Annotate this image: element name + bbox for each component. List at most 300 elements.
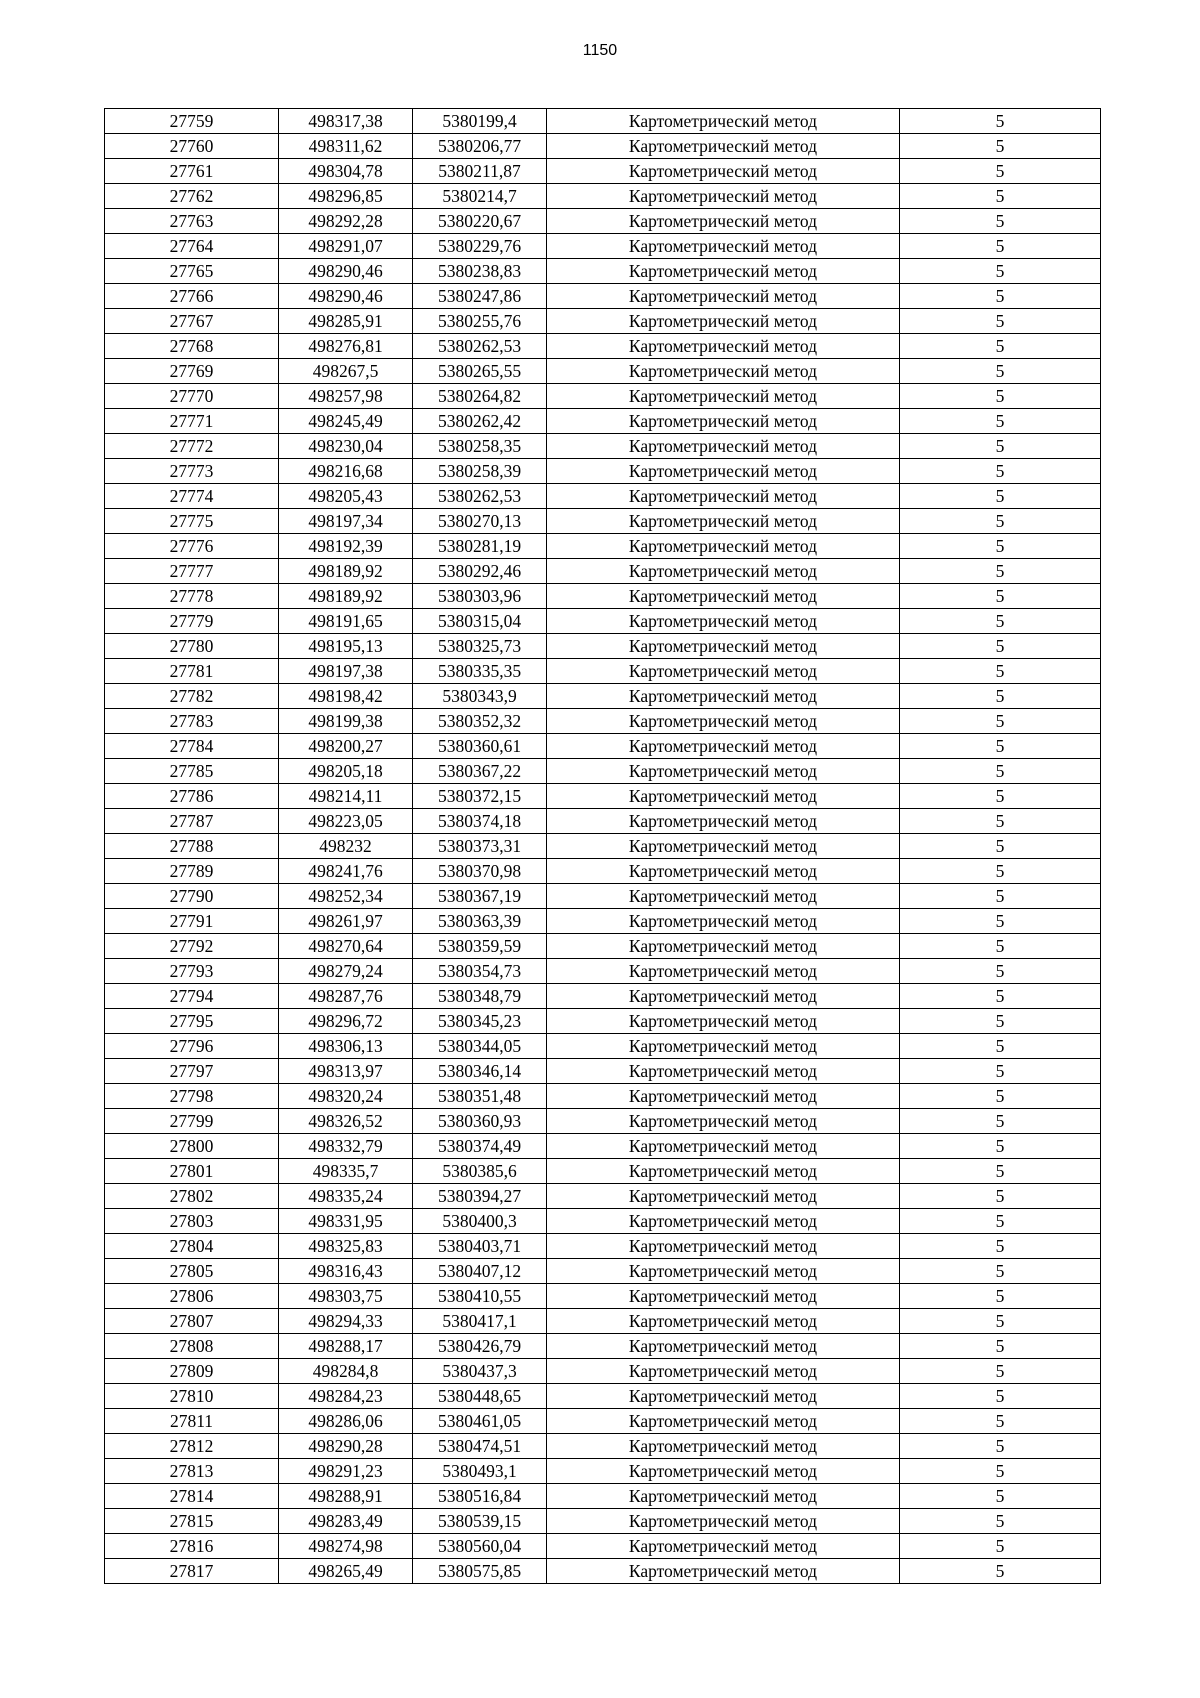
point-number-cell: 27771 xyxy=(105,409,279,434)
point-number-cell: 27788 xyxy=(105,834,279,859)
point-number-cell: 27765 xyxy=(105,259,279,284)
table-row xyxy=(105,384,1101,409)
x-coordinate-cell: 498316,43 xyxy=(279,1259,413,1284)
accuracy-cell: 5 xyxy=(900,534,1101,559)
point-number-cell: 27768 xyxy=(105,334,279,359)
accuracy-cell: 5 xyxy=(900,1334,1101,1359)
table-row xyxy=(105,1359,1101,1384)
accuracy-cell: 5 xyxy=(900,1434,1101,1459)
method-cell: Картометрический метод xyxy=(547,1284,900,1309)
table-row xyxy=(105,1334,1101,1359)
table-row xyxy=(105,1534,1101,1559)
x-coordinate-cell: 498296,72 xyxy=(279,1009,413,1034)
coordinates-table-body xyxy=(105,109,1101,1584)
x-coordinate-cell: 498283,49 xyxy=(279,1509,413,1534)
point-number-cell: 27784 xyxy=(105,734,279,759)
table-row xyxy=(105,109,1101,134)
method-cell: Картометрический метод xyxy=(547,734,900,759)
point-number-cell: 27783 xyxy=(105,709,279,734)
accuracy-cell: 5 xyxy=(900,459,1101,484)
point-number-cell: 27797 xyxy=(105,1059,279,1084)
y-coordinate-cell: 5380575,85 xyxy=(413,1559,547,1584)
point-number-cell: 27777 xyxy=(105,559,279,584)
method-cell: Картометрический метод xyxy=(547,809,900,834)
x-coordinate-cell: 498232 xyxy=(279,834,413,859)
method-cell: Картометрический метод xyxy=(547,1384,900,1409)
table-row xyxy=(105,834,1101,859)
method-cell: Картометрический метод xyxy=(547,759,900,784)
x-coordinate-cell: 498331,95 xyxy=(279,1209,413,1234)
point-number-cell: 27761 xyxy=(105,159,279,184)
y-coordinate-cell: 5380400,3 xyxy=(413,1209,547,1234)
method-cell: Картометрический метод xyxy=(547,1134,900,1159)
table-row xyxy=(105,334,1101,359)
x-coordinate-cell: 498252,34 xyxy=(279,884,413,909)
method-cell: Картометрический метод xyxy=(547,334,900,359)
x-coordinate-cell: 498199,38 xyxy=(279,709,413,734)
x-coordinate-cell: 498326,52 xyxy=(279,1109,413,1134)
x-coordinate-cell: 498291,07 xyxy=(279,234,413,259)
y-coordinate-cell: 5380325,73 xyxy=(413,634,547,659)
x-coordinate-cell: 498320,24 xyxy=(279,1084,413,1109)
x-coordinate-cell: 498189,92 xyxy=(279,584,413,609)
accuracy-cell: 5 xyxy=(900,434,1101,459)
accuracy-cell: 5 xyxy=(900,409,1101,434)
accuracy-cell: 5 xyxy=(900,859,1101,884)
y-coordinate-cell: 5380373,31 xyxy=(413,834,547,859)
method-cell: Картометрический метод xyxy=(547,1509,900,1534)
point-number-cell: 27807 xyxy=(105,1309,279,1334)
point-number-cell: 27775 xyxy=(105,509,279,534)
point-number-cell: 27766 xyxy=(105,284,279,309)
y-coordinate-cell: 5380461,05 xyxy=(413,1409,547,1434)
method-cell: Картометрический метод xyxy=(547,484,900,509)
accuracy-cell: 5 xyxy=(900,1534,1101,1559)
accuracy-cell: 5 xyxy=(900,1459,1101,1484)
point-number-cell: 27763 xyxy=(105,209,279,234)
table-row xyxy=(105,684,1101,709)
method-cell: Картометрический метод xyxy=(547,1334,900,1359)
method-cell: Картометрический метод xyxy=(547,384,900,409)
table-row xyxy=(105,709,1101,734)
x-coordinate-cell: 498287,76 xyxy=(279,984,413,1009)
method-cell: Картометрический метод xyxy=(547,634,900,659)
table-row xyxy=(105,309,1101,334)
accuracy-cell: 5 xyxy=(900,384,1101,409)
accuracy-cell: 5 xyxy=(900,959,1101,984)
point-number-cell: 27817 xyxy=(105,1559,279,1584)
y-coordinate-cell: 5380247,86 xyxy=(413,284,547,309)
point-number-cell: 27759 xyxy=(105,109,279,134)
table-row xyxy=(105,859,1101,884)
method-cell: Картометрический метод xyxy=(547,109,900,134)
table-row xyxy=(105,134,1101,159)
y-coordinate-cell: 5380229,76 xyxy=(413,234,547,259)
point-number-cell: 27760 xyxy=(105,134,279,159)
x-coordinate-cell: 498296,85 xyxy=(279,184,413,209)
accuracy-cell: 5 xyxy=(900,259,1101,284)
y-coordinate-cell: 5380264,82 xyxy=(413,384,547,409)
accuracy-cell: 5 xyxy=(900,359,1101,384)
x-coordinate-cell: 498332,79 xyxy=(279,1134,413,1159)
y-coordinate-cell: 5380206,77 xyxy=(413,134,547,159)
accuracy-cell: 5 xyxy=(900,934,1101,959)
y-coordinate-cell: 5380354,73 xyxy=(413,959,547,984)
x-coordinate-cell: 498200,27 xyxy=(279,734,413,759)
point-number-cell: 27773 xyxy=(105,459,279,484)
point-number-cell: 27816 xyxy=(105,1534,279,1559)
method-cell: Картометрический метод xyxy=(547,934,900,959)
method-cell: Картометрический метод xyxy=(547,884,900,909)
method-cell: Картометрический метод xyxy=(547,1084,900,1109)
y-coordinate-cell: 5380360,93 xyxy=(413,1109,547,1134)
table-row xyxy=(105,809,1101,834)
y-coordinate-cell: 5380493,1 xyxy=(413,1459,547,1484)
accuracy-cell: 5 xyxy=(900,909,1101,934)
table-row xyxy=(105,984,1101,1009)
method-cell: Картометрический метод xyxy=(547,1534,900,1559)
y-coordinate-cell: 5380426,79 xyxy=(413,1334,547,1359)
x-coordinate-cell: 498290,46 xyxy=(279,284,413,309)
y-coordinate-cell: 5380437,3 xyxy=(413,1359,547,1384)
accuracy-cell: 5 xyxy=(900,609,1101,634)
point-number-cell: 27805 xyxy=(105,1259,279,1284)
method-cell: Картометрический метод xyxy=(547,1059,900,1084)
y-coordinate-cell: 5380345,23 xyxy=(413,1009,547,1034)
method-cell: Картометрический метод xyxy=(547,1484,900,1509)
point-number-cell: 27769 xyxy=(105,359,279,384)
accuracy-cell: 5 xyxy=(900,709,1101,734)
point-number-cell: 27809 xyxy=(105,1359,279,1384)
y-coordinate-cell: 5380370,98 xyxy=(413,859,547,884)
y-coordinate-cell: 5380539,15 xyxy=(413,1509,547,1534)
table-row xyxy=(105,734,1101,759)
x-coordinate-cell: 498265,49 xyxy=(279,1559,413,1584)
x-coordinate-cell: 498311,62 xyxy=(279,134,413,159)
x-coordinate-cell: 498257,98 xyxy=(279,384,413,409)
method-cell: Картометрический метод xyxy=(547,1209,900,1234)
table-row xyxy=(105,1509,1101,1534)
accuracy-cell: 5 xyxy=(900,1134,1101,1159)
method-cell: Картометрический метод xyxy=(547,859,900,884)
accuracy-cell: 5 xyxy=(900,984,1101,1009)
point-number-cell: 27767 xyxy=(105,309,279,334)
table-row xyxy=(105,434,1101,459)
y-coordinate-cell: 5380410,55 xyxy=(413,1284,547,1309)
method-cell: Картометрический метод xyxy=(547,559,900,584)
table-row xyxy=(105,759,1101,784)
table-row xyxy=(105,534,1101,559)
x-coordinate-cell: 498230,04 xyxy=(279,434,413,459)
method-cell: Картометрический метод xyxy=(547,784,900,809)
y-coordinate-cell: 5380359,59 xyxy=(413,934,547,959)
accuracy-cell: 5 xyxy=(900,284,1101,309)
accuracy-cell: 5 xyxy=(900,1284,1101,1309)
x-coordinate-cell: 498325,83 xyxy=(279,1234,413,1259)
table-row xyxy=(105,1384,1101,1409)
x-coordinate-cell: 498189,92 xyxy=(279,559,413,584)
y-coordinate-cell: 5380448,65 xyxy=(413,1384,547,1409)
method-cell: Картометрический метод xyxy=(547,209,900,234)
point-number-cell: 27793 xyxy=(105,959,279,984)
x-coordinate-cell: 498205,43 xyxy=(279,484,413,509)
accuracy-cell: 5 xyxy=(900,309,1101,334)
y-coordinate-cell: 5380394,27 xyxy=(413,1184,547,1209)
y-coordinate-cell: 5380335,35 xyxy=(413,659,547,684)
accuracy-cell: 5 xyxy=(900,1234,1101,1259)
point-number-cell: 27774 xyxy=(105,484,279,509)
y-coordinate-cell: 5380303,96 xyxy=(413,584,547,609)
method-cell: Картометрический метод xyxy=(547,1034,900,1059)
point-number-cell: 27813 xyxy=(105,1459,279,1484)
accuracy-cell: 5 xyxy=(900,759,1101,784)
accuracy-cell: 5 xyxy=(900,559,1101,584)
x-coordinate-cell: 498290,28 xyxy=(279,1434,413,1459)
accuracy-cell: 5 xyxy=(900,684,1101,709)
table-row xyxy=(105,1109,1101,1134)
point-number-cell: 27770 xyxy=(105,384,279,409)
method-cell: Картометрический метод xyxy=(547,1409,900,1434)
x-coordinate-cell: 498286,06 xyxy=(279,1409,413,1434)
x-coordinate-cell: 498284,23 xyxy=(279,1384,413,1409)
y-coordinate-cell: 5380363,39 xyxy=(413,909,547,934)
table-row xyxy=(105,509,1101,534)
table-row xyxy=(105,1084,1101,1109)
method-cell: Картометрический метод xyxy=(547,1259,900,1284)
point-number-cell: 27802 xyxy=(105,1184,279,1209)
y-coordinate-cell: 5380281,19 xyxy=(413,534,547,559)
table-row xyxy=(105,1159,1101,1184)
table-row xyxy=(105,559,1101,584)
table-row xyxy=(105,1259,1101,1284)
y-coordinate-cell: 5380385,6 xyxy=(413,1159,547,1184)
y-coordinate-cell: 5380372,15 xyxy=(413,784,547,809)
x-coordinate-cell: 498274,98 xyxy=(279,1534,413,1559)
method-cell: Картометрический метод xyxy=(547,609,900,634)
x-coordinate-cell: 498198,42 xyxy=(279,684,413,709)
accuracy-cell: 5 xyxy=(900,209,1101,234)
x-coordinate-cell: 498306,13 xyxy=(279,1034,413,1059)
method-cell: Картометрический метод xyxy=(547,684,900,709)
y-coordinate-cell: 5380351,48 xyxy=(413,1084,547,1109)
y-coordinate-cell: 5380211,87 xyxy=(413,159,547,184)
y-coordinate-cell: 5380403,71 xyxy=(413,1234,547,1259)
table-row xyxy=(105,959,1101,984)
accuracy-cell: 5 xyxy=(900,334,1101,359)
accuracy-cell: 5 xyxy=(900,809,1101,834)
y-coordinate-cell: 5380346,14 xyxy=(413,1059,547,1084)
method-cell: Картометрический метод xyxy=(547,434,900,459)
y-coordinate-cell: 5380474,51 xyxy=(413,1434,547,1459)
method-cell: Картометрический метод xyxy=(547,509,900,534)
point-number-cell: 27795 xyxy=(105,1009,279,1034)
table-row xyxy=(105,659,1101,684)
method-cell: Картометрический метод xyxy=(547,134,900,159)
table-row xyxy=(105,1459,1101,1484)
method-cell: Картометрический метод xyxy=(547,534,900,559)
x-coordinate-cell: 498267,5 xyxy=(279,359,413,384)
x-coordinate-cell: 498290,46 xyxy=(279,259,413,284)
x-coordinate-cell: 498270,64 xyxy=(279,934,413,959)
y-coordinate-cell: 5380262,53 xyxy=(413,484,547,509)
y-coordinate-cell: 5380214,7 xyxy=(413,184,547,209)
accuracy-cell: 5 xyxy=(900,1209,1101,1234)
x-coordinate-cell: 498313,97 xyxy=(279,1059,413,1084)
accuracy-cell: 5 xyxy=(900,1509,1101,1534)
coordinates-table xyxy=(104,108,1101,1584)
x-coordinate-cell: 498191,65 xyxy=(279,609,413,634)
accuracy-cell: 5 xyxy=(900,159,1101,184)
point-number-cell: 27796 xyxy=(105,1034,279,1059)
y-coordinate-cell: 5380315,04 xyxy=(413,609,547,634)
page-number: 1150 xyxy=(582,42,618,59)
accuracy-cell: 5 xyxy=(900,1309,1101,1334)
method-cell: Картометрический метод xyxy=(547,909,900,934)
accuracy-cell: 5 xyxy=(900,109,1101,134)
method-cell: Картометрический метод xyxy=(547,1109,900,1134)
accuracy-cell: 5 xyxy=(900,1034,1101,1059)
table-row xyxy=(105,1559,1101,1584)
x-coordinate-cell: 498335,24 xyxy=(279,1184,413,1209)
y-coordinate-cell: 5380238,83 xyxy=(413,259,547,284)
x-coordinate-cell: 498285,91 xyxy=(279,309,413,334)
method-cell: Картометрический метод xyxy=(547,1359,900,1384)
table-row xyxy=(105,1309,1101,1334)
method-cell: Картометрический метод xyxy=(547,459,900,484)
point-number-cell: 27801 xyxy=(105,1159,279,1184)
y-coordinate-cell: 5380199,4 xyxy=(413,109,547,134)
y-coordinate-cell: 5380270,13 xyxy=(413,509,547,534)
y-coordinate-cell: 5380255,76 xyxy=(413,309,547,334)
x-coordinate-cell: 498276,81 xyxy=(279,334,413,359)
x-coordinate-cell: 498303,75 xyxy=(279,1284,413,1309)
point-number-cell: 27786 xyxy=(105,784,279,809)
x-coordinate-cell: 498223,05 xyxy=(279,809,413,834)
x-coordinate-cell: 498245,49 xyxy=(279,409,413,434)
y-coordinate-cell: 5380367,19 xyxy=(413,884,547,909)
table-row xyxy=(105,1134,1101,1159)
point-number-cell: 27803 xyxy=(105,1209,279,1234)
point-number-cell: 27772 xyxy=(105,434,279,459)
table-row xyxy=(105,1059,1101,1084)
accuracy-cell: 5 xyxy=(900,1059,1101,1084)
x-coordinate-cell: 498197,34 xyxy=(279,509,413,534)
method-cell: Картометрический метод xyxy=(547,184,900,209)
y-coordinate-cell: 5380367,22 xyxy=(413,759,547,784)
y-coordinate-cell: 5380258,35 xyxy=(413,434,547,459)
method-cell: Картометрический метод xyxy=(547,359,900,384)
point-number-cell: 27792 xyxy=(105,934,279,959)
x-coordinate-cell: 498197,38 xyxy=(279,659,413,684)
x-coordinate-cell: 498288,91 xyxy=(279,1484,413,1509)
method-cell: Картометрический метод xyxy=(547,834,900,859)
accuracy-cell: 5 xyxy=(900,1559,1101,1584)
x-coordinate-cell: 498284,8 xyxy=(279,1359,413,1384)
table-row xyxy=(105,1409,1101,1434)
method-cell: Картометрический метод xyxy=(547,284,900,309)
table-row xyxy=(105,1034,1101,1059)
accuracy-cell: 5 xyxy=(900,1184,1101,1209)
table-row xyxy=(105,634,1101,659)
x-coordinate-cell: 498292,28 xyxy=(279,209,413,234)
x-coordinate-cell: 498192,39 xyxy=(279,534,413,559)
y-coordinate-cell: 5380348,79 xyxy=(413,984,547,1009)
point-number-cell: 27791 xyxy=(105,909,279,934)
x-coordinate-cell: 498241,76 xyxy=(279,859,413,884)
table-row xyxy=(105,784,1101,809)
method-cell: Картометрический метод xyxy=(547,1159,900,1184)
method-cell: Картометрический метод xyxy=(547,409,900,434)
y-coordinate-cell: 5380262,53 xyxy=(413,334,547,359)
y-coordinate-cell: 5380265,55 xyxy=(413,359,547,384)
y-coordinate-cell: 5380344,05 xyxy=(413,1034,547,1059)
method-cell: Картометрический метод xyxy=(547,159,900,184)
point-number-cell: 27779 xyxy=(105,609,279,634)
point-number-cell: 27785 xyxy=(105,759,279,784)
y-coordinate-cell: 5380407,12 xyxy=(413,1259,547,1284)
x-coordinate-cell: 498304,78 xyxy=(279,159,413,184)
table-row xyxy=(105,1434,1101,1459)
method-cell: Картометрический метод xyxy=(547,984,900,1009)
y-coordinate-cell: 5380220,67 xyxy=(413,209,547,234)
table-row xyxy=(105,209,1101,234)
accuracy-cell: 5 xyxy=(900,1409,1101,1434)
method-cell: Картометрический метод xyxy=(547,659,900,684)
accuracy-cell: 5 xyxy=(900,584,1101,609)
point-number-cell: 27808 xyxy=(105,1334,279,1359)
method-cell: Картометрический метод xyxy=(547,259,900,284)
table-row xyxy=(105,184,1101,209)
table-row xyxy=(105,1009,1101,1034)
y-coordinate-cell: 5380560,04 xyxy=(413,1534,547,1559)
y-coordinate-cell: 5380417,1 xyxy=(413,1309,547,1334)
x-coordinate-cell: 498261,97 xyxy=(279,909,413,934)
y-coordinate-cell: 5380374,49 xyxy=(413,1134,547,1159)
accuracy-cell: 5 xyxy=(900,1109,1101,1134)
x-coordinate-cell: 498216,68 xyxy=(279,459,413,484)
method-cell: Картометрический метод xyxy=(547,1459,900,1484)
y-coordinate-cell: 5380343,9 xyxy=(413,684,547,709)
method-cell: Картометрический метод xyxy=(547,959,900,984)
method-cell: Картометрический метод xyxy=(547,1009,900,1034)
table-row xyxy=(105,909,1101,934)
accuracy-cell: 5 xyxy=(900,1009,1101,1034)
table-row xyxy=(105,259,1101,284)
point-number-cell: 27782 xyxy=(105,684,279,709)
accuracy-cell: 5 xyxy=(900,1359,1101,1384)
point-number-cell: 27810 xyxy=(105,1384,279,1409)
table-row xyxy=(105,159,1101,184)
method-cell: Картометрический метод xyxy=(547,234,900,259)
point-number-cell: 27814 xyxy=(105,1484,279,1509)
method-cell: Картометрический метод xyxy=(547,1309,900,1334)
x-coordinate-cell: 498205,18 xyxy=(279,759,413,784)
accuracy-cell: 5 xyxy=(900,1484,1101,1509)
point-number-cell: 27789 xyxy=(105,859,279,884)
accuracy-cell: 5 xyxy=(900,1259,1101,1284)
accuracy-cell: 5 xyxy=(900,634,1101,659)
point-number-cell: 27780 xyxy=(105,634,279,659)
method-cell: Картометрический метод xyxy=(547,584,900,609)
method-cell: Картометрический метод xyxy=(547,1434,900,1459)
y-coordinate-cell: 5380262,42 xyxy=(413,409,547,434)
x-coordinate-cell: 498279,24 xyxy=(279,959,413,984)
table-row xyxy=(105,459,1101,484)
table-row xyxy=(105,1234,1101,1259)
point-number-cell: 27787 xyxy=(105,809,279,834)
x-coordinate-cell: 498335,7 xyxy=(279,1159,413,1184)
y-coordinate-cell: 5380374,18 xyxy=(413,809,547,834)
